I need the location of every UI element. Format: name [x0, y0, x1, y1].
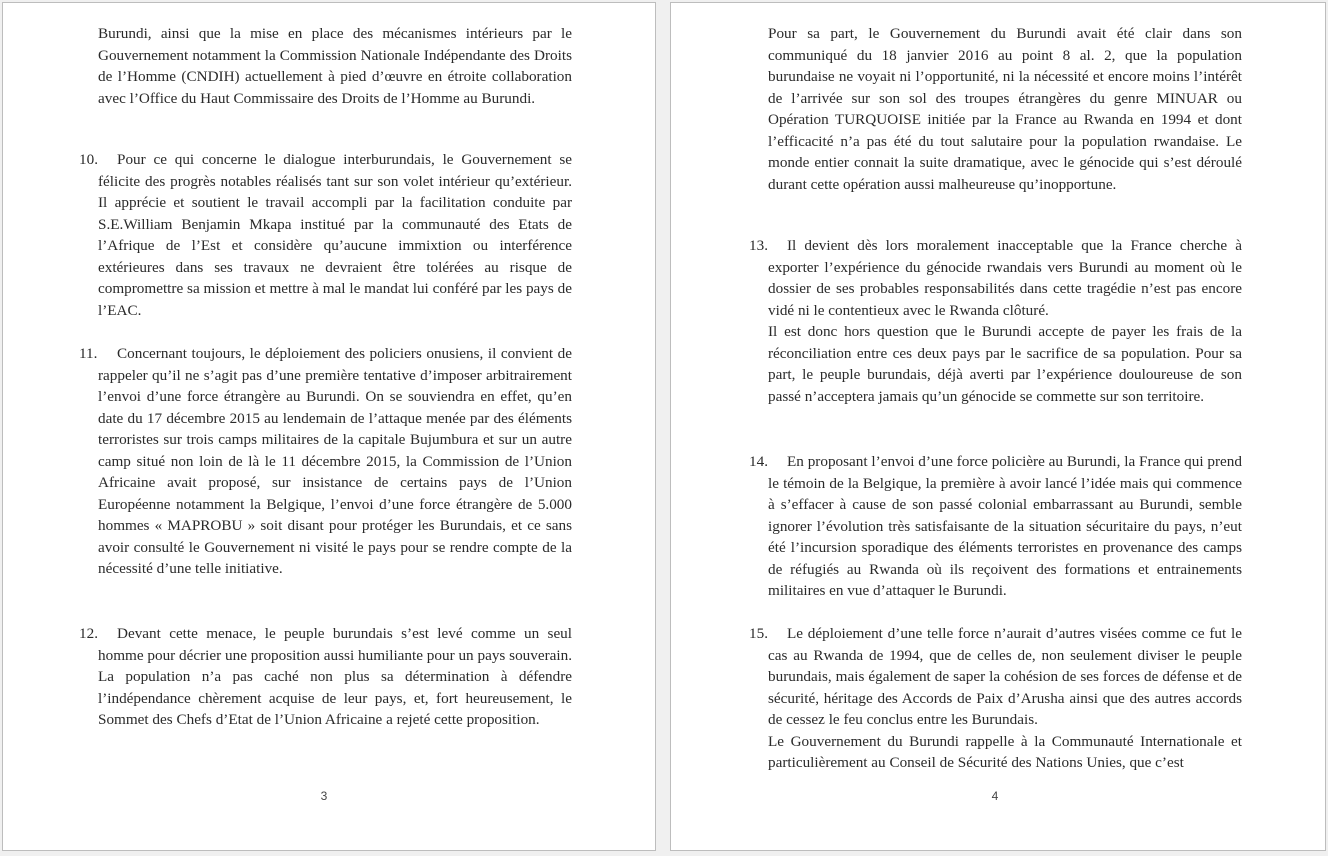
- paragraph-text: Il devient dès lors moralement inacceptable que la France cherche à exporter l’expérience du génocide rwandais vers Burundi au moment où le dossier de ses probables responsabilités dans cette tragédie n’est pas encore vidé ni le contentieux avec le Rwanda clôturé.: [768, 237, 1242, 319]
- paragraph-15: [749, 623, 1242, 774]
- paragraph-14: [749, 451, 1242, 602]
- paragraph-number: 13.: [749, 237, 768, 254]
- page-number: 4: [991, 789, 999, 803]
- paragraph-text-continued: Le Gouvernement du Burundi rappelle à la Communauté Internationale et particulièrement au Conseil de Sécurité des Nations Unies, que c’est: [768, 732, 1242, 771]
- paragraph-text: Concernant toujours, le déploiement des policiers onusiens, il convient de rappeler qu’il ne s’agit pas d’une première tentative d’imposer arbitrairement l’envoi d’une force étrangère au Burundi. On se souviendra en effet, qu’en date du 17 décembre 2015 au lendemain de l’attaque menée par des éléments terroristes sur trois camps militaires de la capitale Bujumbura et sur un autre camp situé non loin de là le 11 décembre 2015, la Commission de l’Union Africaine avait proposé, sur insistance de certains pays de l’Union Européenne notamment la Belgique, l’envoi d’une force étrangère de 5.000 hommes « MAPROBU » soit disant pour protéger les Burundais, et ce sans avoir consulté le Gouvernement ni visité le pays pour se rendre compte de la nécessité d’une telle initiative.: [98, 345, 572, 577]
- paragraph-text-continued: Il est donc hors question que le Burundi accepte de payer les frais de la réconciliation entre ces deux pays par le sacrifice de sa population. Pour sa part, le peuple burundais, déjà averti par l’expérience douloureuse de son passé n’acceptera jamais qu’un génocide se commette sur son territoire.: [768, 323, 1242, 405]
- paragraph-10: [79, 149, 572, 321]
- paragraph-text: Le déploiement d’une telle force n’aurait d’autres visées comme ce fut le cas au Rwanda de 1994, que de celles de, non seulement diviser le peuple burundais, mais également de saper la cohésion de ses forces de défense et de sécurité, héritage des Accords de Paix d’Arusha ainsi que des autres accords de cessez le feu conclus entre les Burundais.: [768, 625, 1242, 728]
- paragraph-11: [79, 343, 572, 580]
- continuation-paragraph: [98, 23, 572, 109]
- page-number: 3: [320, 789, 328, 803]
- document-page-4: [670, 2, 1326, 851]
- paragraph-number: 15.: [749, 625, 768, 642]
- paragraph-text: En proposant l’envoi d’une force policière au Burundi, la France qui prend le témoin de la Belgique, la première à avoir lancé l’idée mais qui commence à s’effacer à cause de son passé colonial embarrassant au Burundi, semble ignorer l’évolution très satisfaisante de la situation sécuritaire du pays, n’eut été l’incursion sporadique des éléments terroristes en provenance des camps de réfugiés au Rwanda où ils reçoivent des formations et entrainements militaires en vue d’attaquer le Burundi.: [768, 453, 1242, 599]
- paragraph-text: Pour sa part, le Gouvernement du Burundi avait été clair dans son communiqué du 18 janvier 2016 au point 8 al. 2, que la population burundaise ne voyait ni l’opportunité, ni la nécessité et encore moins l’intérêt de l’arrivée sur son sol des troupes étrangères du genre MINUAR ou Opération TURQUOISE initiée par la France au Rwanda en 1994 et dont l’efficacité n’a pas été du tout salutaire pour la population rwandaise. Le monde entier connait la suite dramatique, avec le génocide qui s’est déroulé durant cette opération aussi malheureuse qu’inopportune.: [768, 25, 1242, 193]
- paragraph-number: 14.: [749, 453, 768, 470]
- paragraph-text: Pour ce qui concerne le dialogue interburundais, le Gouvernement se félicite des progrès notables réalisés tant sur son volet intérieur qu’extérieur. Il apprécie et soutient le travail accompli par la facilitation conduite par S.E.William Benjamin Mkapa institué par la communauté des Etats de l’Afrique de l’Est et considère qu’aucune immixtion ou interférence extérieures dans ses travaux ne devraient être tolérées au risque de compromettre sa mission et mettre à mal le mandat lui conféré par les pays de l’EAC.: [98, 151, 572, 319]
- paragraph-13: [749, 235, 1242, 407]
- paragraph-12: [79, 623, 572, 731]
- paragraph-text: Devant cette menace, le peuple burundais s’est levé comme un seul homme pour décrier une proposition aussi humiliante pour un pays souverain. La population n’a pas caché non plus sa détermination à défendre l’indépendance chèrement acquise de leur pays, et, fort heureusement, le Sommet des Chefs d’Etat de l’Union Africaine a rejeté cette proposition.: [98, 625, 572, 728]
- paragraph-number: 10.: [79, 151, 98, 168]
- paragraph-number: 11.: [79, 345, 98, 362]
- continuation-paragraph: [768, 23, 1242, 195]
- paragraph-text: Burundi, ainsi que la mise en place des mécanismes intérieurs par le Gouvernement notamment la Commission Nationale Indépendante des Droits de l’Homme (CNDIH) actuellement à pied d’œuvre en étroite collaboration avec l’Office du Haut Commissaire des Droits de l’Homme au Burundi.: [98, 25, 572, 107]
- document-page-3: [2, 2, 656, 851]
- paragraph-number: 12.: [79, 625, 98, 642]
